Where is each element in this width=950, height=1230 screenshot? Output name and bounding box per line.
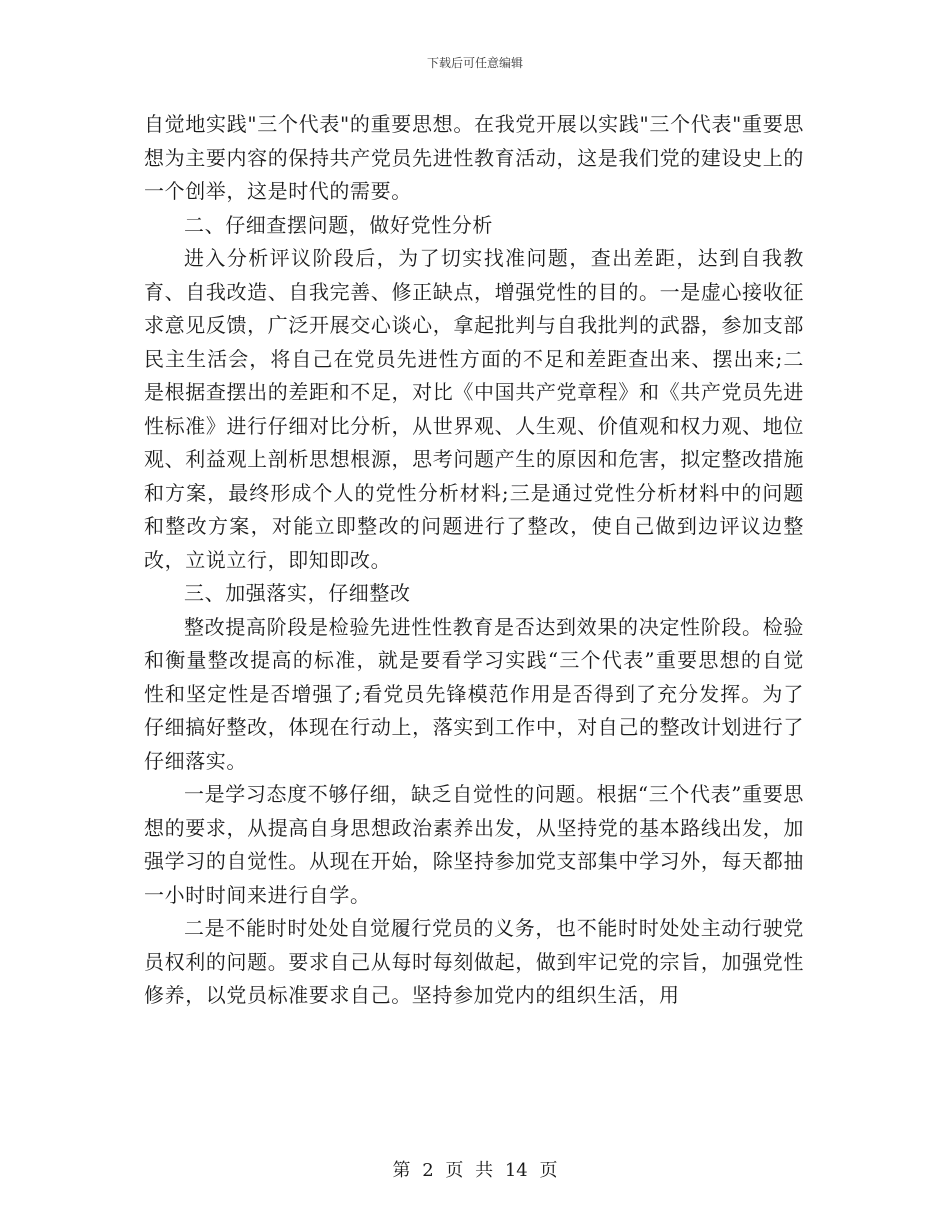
paragraph: 整改提高阶段是检验先进性性教育是否达到效果的决定性阶段。检验和衡量整改提高的标准，就是要看学习实践“三个代表”重要思想的自觉性和坚定性是否增强了;看党员先锋模范作用是否得到了充分发挥。为了仔细搞好整改，体现在行动上，落实到工作中，对自己的整改计划进行了仔细落实。 [144, 614, 804, 773]
page-header: 下载后可任意编辑 [426, 56, 523, 70]
paragraph-continuation: 自觉地实践"三个代表"的重要思想。在我党开展以实践"三个代表"重要思想为主要内容的保持共产党员先进性教育活动，这是我们党的建设史上的一个创举，这是时代的需要。 [144, 112, 804, 203]
section-heading-3: 三、加强落实，仔细整改 [184, 581, 411, 605]
paragraph: 一是学习态度不够仔细，缺乏自觉性的问题。根据“三个代表”重要思想的要求，从提高自身思想政治素养出发，从坚持党的基本路线出发，加强学习的自觉性。从现在开始，除坚持参加党支部集中学习外，每天都抽一小时时间来进行自学。 [144, 782, 804, 907]
paragraph: 二是不能时时处处自觉履行党员的义务，也不能时时处处主动行驶党员权利的问题。要求自己从每时每刻做起，做到牢记党的宗旨，加强党性修养，以党员标准要求自己。坚持参加党内的组织生活，用 [144, 916, 804, 1007]
page-footer: 第 2 页 共 14 页 [392, 1160, 558, 1181]
section-heading-2: 二、仔细查摆问题，做好党性分析 [184, 212, 493, 237]
document-body [144, 108, 804, 1013]
paragraph: 进入分析评议阶段后，为了切实找准问题，查出差距，达到自我教育、自我改造、自我完善、修正缺点，增强党性的目的。一是虚心接收征求意见反馈，广泛开展交心谈心，拿起批判与自我批判的武器，参加支部民主生活会，将自己在党员先进性方面的不足和差距查出来、摆出来;二是根据查摆出的差距和不足，对比《中国共产党章程》和《共产党员先进性标准》进行仔细对比分析，从世界观、人生观、价值观和权力观、地位观、利益观上剖析思想根源，思考问题产生的原因和危害，拟定整改措施和方案，最终形成个人的党性分析材料;三是通过党性分析材料中的问题和整改方案，对能立即整改的问题进行了整改，使自己做到边评议边整改，立说立行，即知即改。 [144, 246, 804, 572]
